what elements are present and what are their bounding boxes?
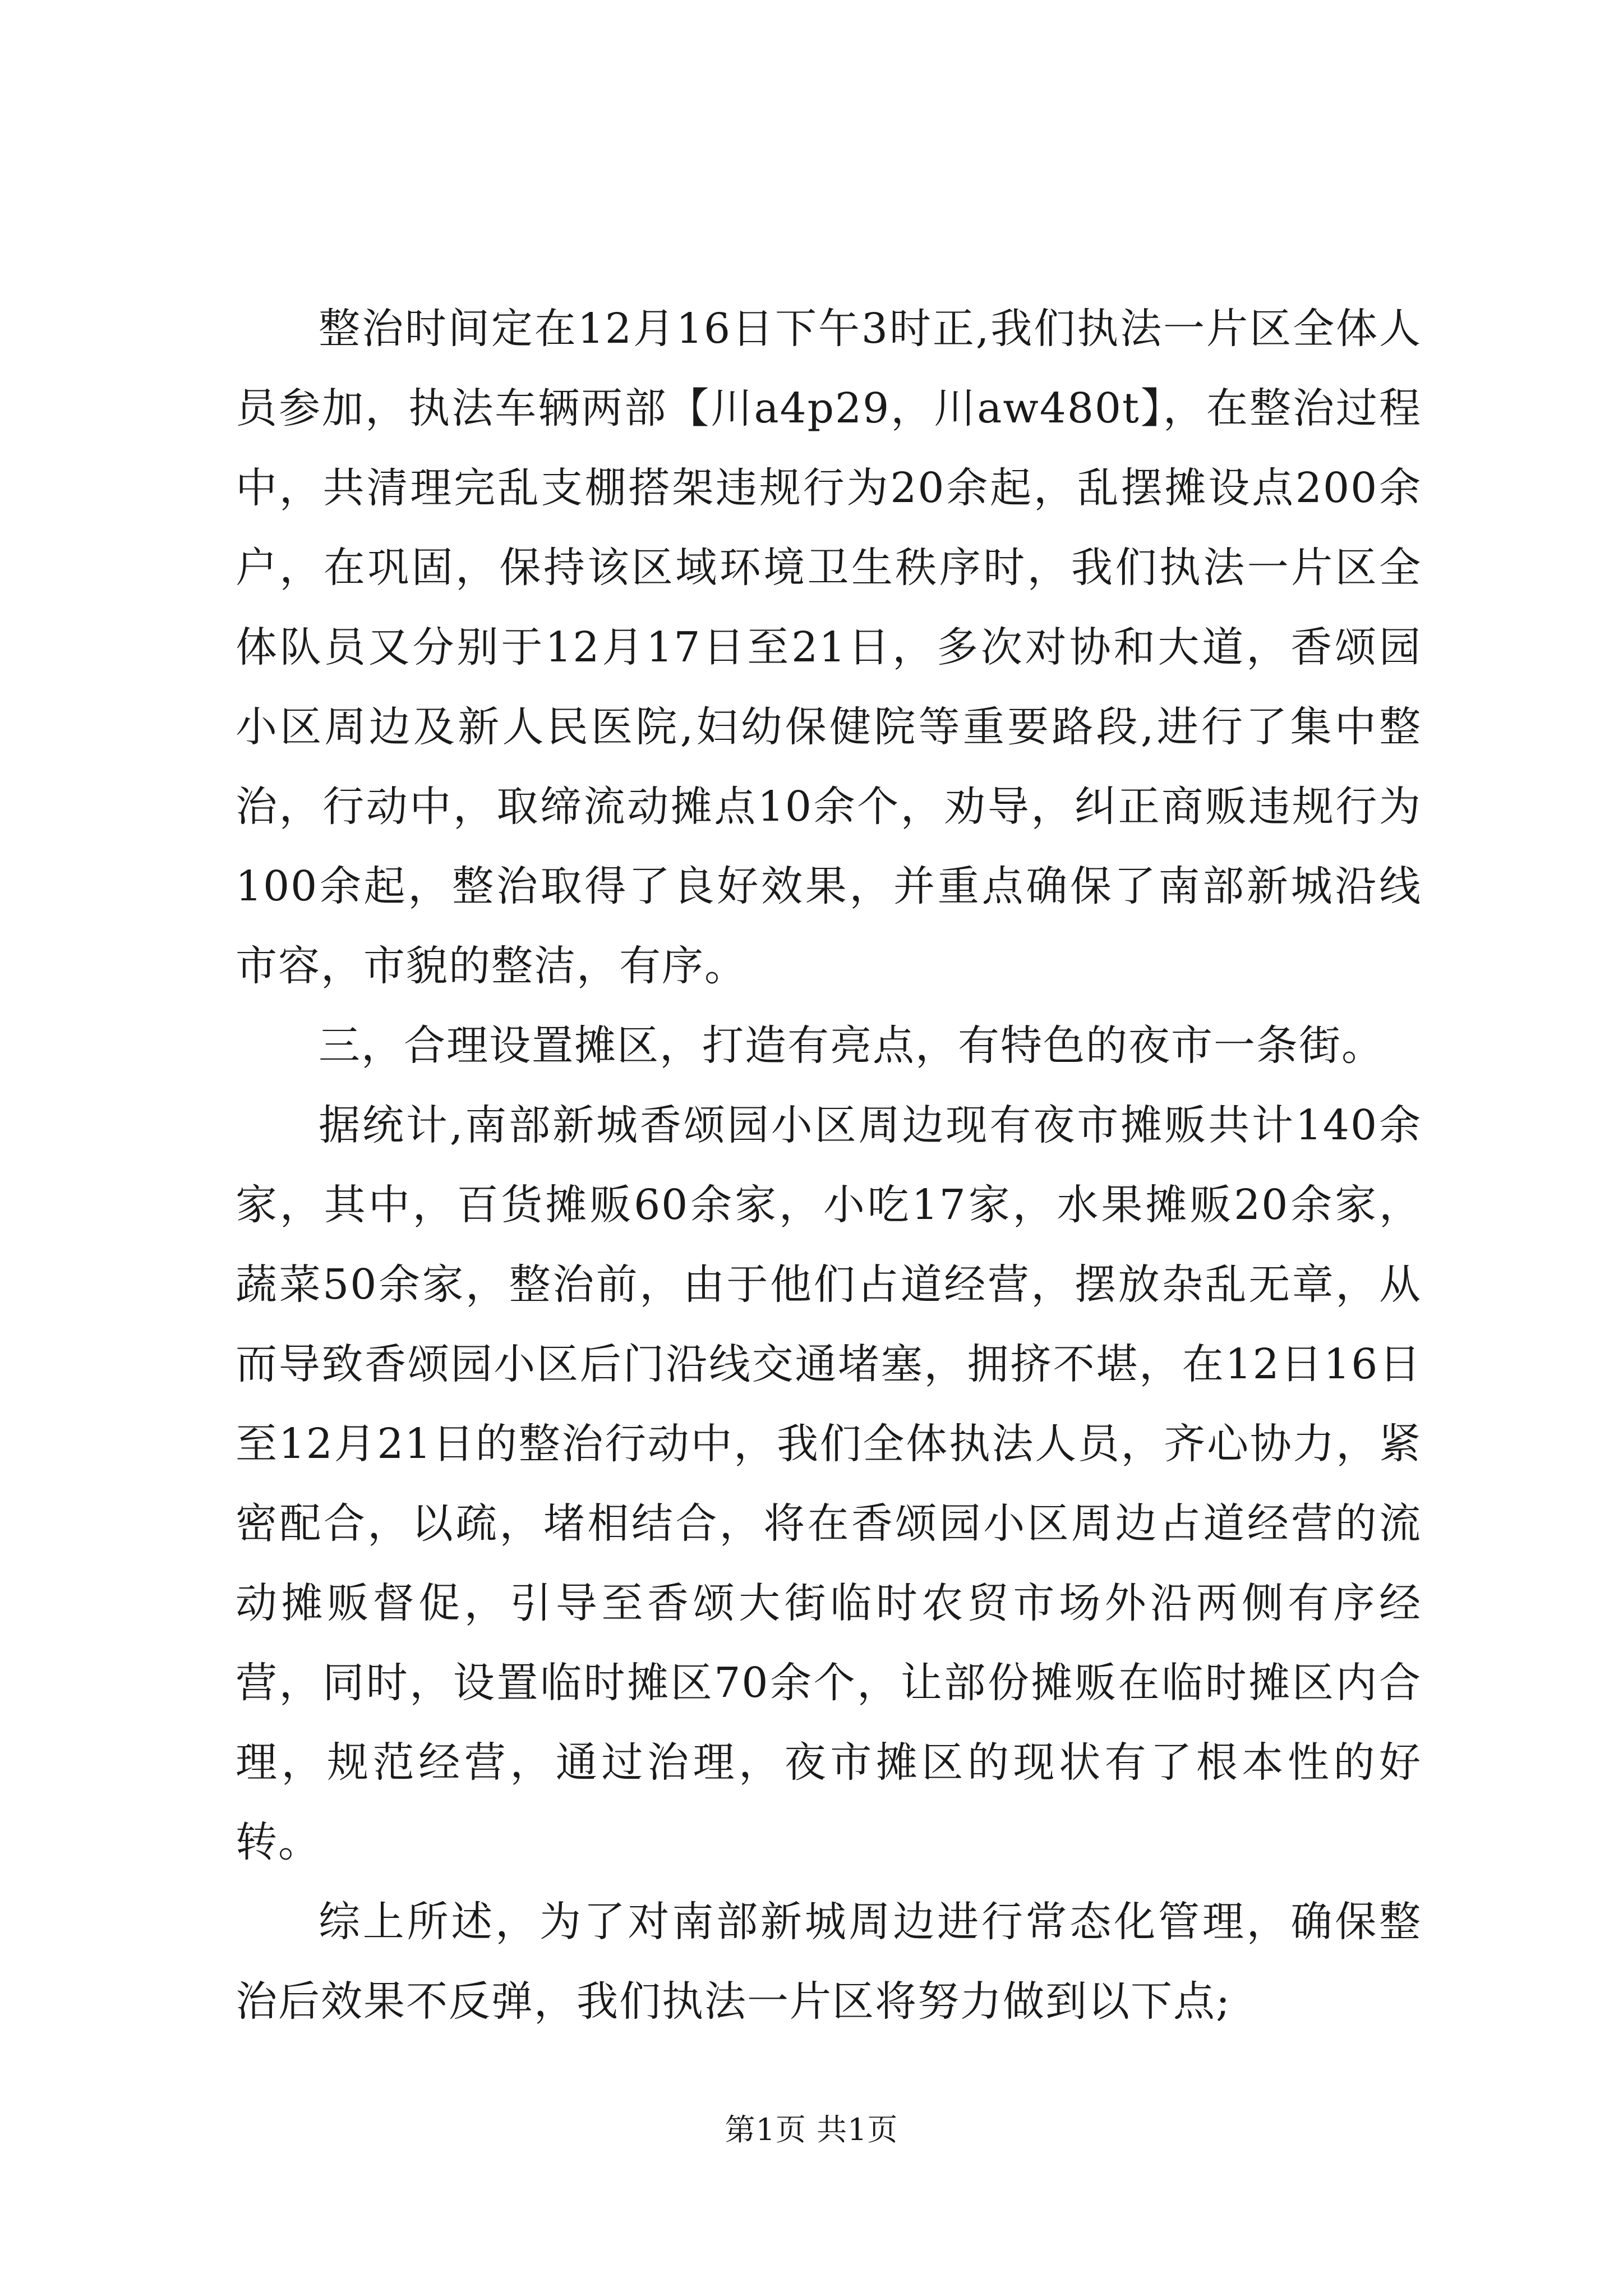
paragraph-rectification-actions: 整治时间定在12月16日下午3时正,我们执法一片区全体人员参加，执法车辆两部【川a4p29，川aw480t】，在整治过程中，共清理完乱支棚搭架违规行为20余起，乱摆摊设点200余户，在巩固，保持该区域环境卫生秩序时，我们执法一片区全体队员又分别于12月17日至21日，多次对协和大道，香颂园小区周边及新人民医院,妇幼保健院等重要路段,进行了集中整治，行动中，取缔流动摊点10余个，劝导，纠正商贩违规行为100余起，整治取得了良好效果，并重点确保了南部新城沿线市容，市貌的整洁，有序。 — [236, 305, 1422, 990]
page-number-footer: 第1页 共1页 — [725, 2112, 898, 2147]
paragraph-section-heading: 三，合理设置摊区，打造有亮点，有特色的夜市一条街。 — [319, 1022, 1384, 1070]
paragraph-summary: 综上所述，为了对南部新城周边进行常态化管理，确保整治后效果不反弹，我们执法一片区将努力做到以下点; — [236, 1898, 1422, 2026]
document-body — [236, 289, 1422, 2041]
paragraph-night-market-statistics: 据统计,南部新城香颂园小区周边现有夜市摊贩共计140余家，其中，百货摊贩60余家，小吃17家，水果摊贩20余家，蔬菜50余家，整治前，由于他们占道经营，摆放杂乱无章，从而导致香颂园小区后门沿线交通堵塞，拥挤不堪，在12日16日至12月21日的整治行动中，我们全体执法人员，齐心协力，紧密配合，以疏，堵相结合，将在香颂园小区周边占道经营的流动摊贩督促，引导至香颂大街临时农贸市场外沿两侧有序经营，同时，设置临时摊区70余个，让部份摊贩在临时摊区内合理，规范经营，通过治理，夜市摊区的现状有了根本性的好转。 — [236, 1101, 1422, 1866]
